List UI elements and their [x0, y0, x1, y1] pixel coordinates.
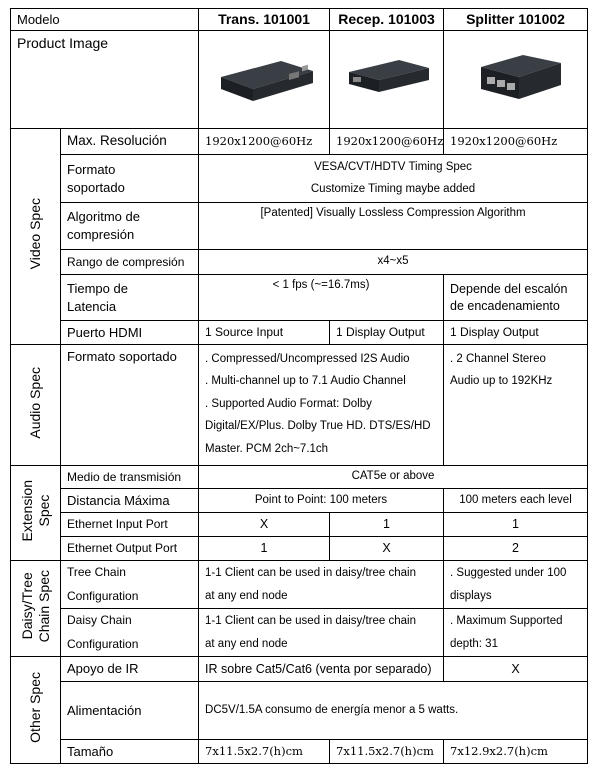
distancia-value: Point to Point: 100 meters: [199, 489, 444, 513]
distancia-label: Distancia Máxima: [61, 489, 199, 513]
spec-table: [10, 8, 588, 764]
max-resolution-recep: 1920x1200@60Hz: [330, 129, 444, 155]
ethernet-input-trans: X: [199, 513, 330, 537]
formato-label: Formato soportado: [61, 155, 199, 203]
tamano-label: Tamaño: [61, 740, 199, 764]
tree-chain-label: Tree Chain Configuration: [61, 561, 199, 609]
algoritmo-label: Algoritmo de compresión: [61, 203, 199, 250]
tamano-trans: 7x11.5x2.7(h)cm: [199, 740, 330, 764]
max-resolution-trans: 1920x1200@60Hz: [199, 129, 330, 155]
trans-header: Trans. 101001: [199, 9, 330, 31]
ethernet-output-splitter: 2: [444, 537, 588, 561]
daisy-chain-value: 1-1 Client can be used in daisy/tree chain at any end node: [199, 609, 444, 657]
video-spec-group: Video Spec: [11, 129, 61, 345]
rango-value: x4~x5: [199, 250, 588, 275]
transmitter-device-icon: [209, 47, 319, 107]
daisy-spec-group: Daisy/Tree Chain Spec: [11, 561, 61, 657]
splitter-header: Splitter 101002: [444, 9, 588, 31]
medio-value: CAT5e or above: [199, 466, 588, 489]
ethernet-output-label: Ethernet Output Port: [61, 537, 199, 561]
splitter-device-icon: [461, 45, 571, 109]
hdmi-splitter: 1 Display Output: [444, 321, 588, 345]
alimentacion-label: Alimentación: [61, 682, 199, 740]
latencia-label: Tiempo de Latencia: [61, 275, 199, 321]
ir-label: Apoyo de IR: [61, 657, 199, 682]
ethernet-input-splitter: 1: [444, 513, 588, 537]
tamano-splitter: 7x12.9x2.7(h)cm: [444, 740, 588, 764]
formato-value: VESA/CVT/HDTV Timing Spec Customize Timing maybe added: [199, 155, 588, 203]
trans-product-image: [199, 31, 330, 129]
latencia-splitter: Depende del escalón de encadenamiento: [444, 275, 588, 321]
latencia-value: < 1 fps (~=16.7ms): [199, 275, 444, 321]
model-label: Modelo: [11, 9, 199, 31]
other-spec-group: Other Spec: [11, 657, 61, 764]
hdmi-trans: 1 Source Input: [199, 321, 330, 345]
algoritmo-value: [Patented] Visually Lossless Compression Algorithm: [199, 203, 588, 250]
ir-splitter: X: [444, 657, 588, 682]
splitter-product-image: [444, 31, 588, 129]
audio-spec-group: Audio Spec: [11, 345, 61, 466]
extension-spec-group: Extension Spec: [11, 466, 61, 561]
hdmi-recep: 1 Display Output: [330, 321, 444, 345]
max-resolution-label: Max. Resolución: [61, 129, 199, 155]
alimentacion-value: DC5V/1.5A consumo de energía menor a 5 watts.: [199, 682, 588, 740]
daisy-chain-label: Daisy Chain Configuration: [61, 609, 199, 657]
ethernet-input-recep: 1: [330, 513, 444, 537]
ethernet-input-label: Ethernet Input Port: [61, 513, 199, 537]
product-image-label: Product Image: [11, 31, 199, 129]
medio-label: Medio de transmisión: [61, 466, 199, 489]
distancia-splitter: 100 meters each level: [444, 489, 588, 513]
daisy-chain-splitter: . Maximum Supported depth: 31: [444, 609, 588, 657]
tree-chain-value: 1-1 Client can be used in daisy/tree chain at any end node: [199, 561, 444, 609]
tree-chain-splitter: . Suggested under 100 displays: [444, 561, 588, 609]
ethernet-output-trans: 1: [199, 537, 330, 561]
recep-header: Recep. 101003: [330, 9, 444, 31]
audio-format-label: Formato soportado: [61, 345, 199, 466]
hdmi-label: Puerto HDMI: [61, 321, 199, 345]
audio-format-splitter: . 2 Channel Stereo Audio up to 192KHz: [444, 345, 588, 466]
receiver-device-icon: [339, 52, 435, 102]
ir-value: IR sobre Cat5/Cat6 (venta por separado): [199, 657, 444, 682]
max-resolution-splitter: 1920x1200@60Hz: [444, 129, 588, 155]
tamano-recep: 7x11.5x2.7(h)cm: [330, 740, 444, 764]
ethernet-output-recep: X: [330, 537, 444, 561]
audio-format-value: . Compressed/Uncompressed I2S Audio . Multi-channel up to 7.1 Audio Channel . Supported Audio Format: Dolby Digital/EX/Plus. Dolby True HD. DTS/ES/HD Master. PCM 2ch~7.1ch: [199, 345, 444, 466]
rango-label: Rango de compresión: [61, 250, 199, 275]
recep-product-image: [330, 31, 444, 129]
